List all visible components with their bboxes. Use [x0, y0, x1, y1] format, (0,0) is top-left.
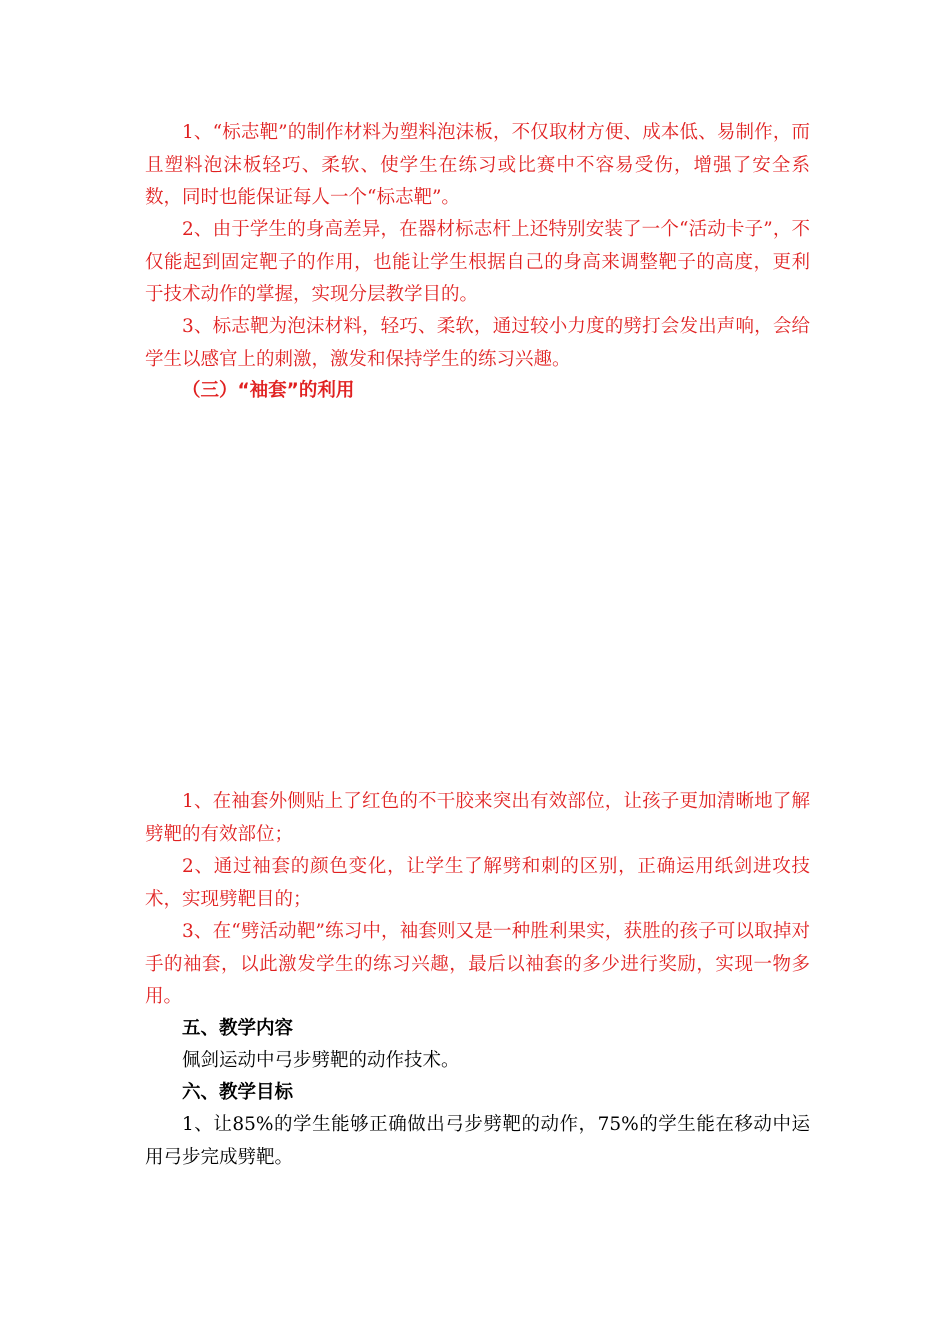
- figure-placeholder: [145, 410, 810, 780]
- paragraph-sleeve-reward: 3、在“劈活动靶”练习中，袖套则又是一种胜利果实，获胜的孩子可以取掉对手的袖套，以此激发学生的练习兴趣，最后以袖套的多少进行奖励，实现一物多用。: [145, 921, 810, 1007]
- paragraph-sleeve-color: 2、通过袖套的颜色变化，让学生了解劈和刺的区别，正确运用纸剑进攻技术，实现劈靶目的；: [145, 856, 810, 910]
- paragraph-sleeve-sticker: 1、在袖套外侧贴上了红色的不干胶来突出有效部位，让孩子更加清晰地了解劈靶的有效部位；: [145, 791, 810, 845]
- teaching-content-text: 佩剑运动中弓步劈靶的动作技术。: [182, 1050, 460, 1071]
- paragraph-target-material: 1、“标志靶”的制作材料为塑料泡沫板，不仅取材方便、成本低、易制作，而且塑料泡沫板轻巧、柔软、使学生在练习或比赛中不容易受伤，增强了安全系数，同时也能保证每人一个“标志靶”。: [145, 122, 810, 208]
- paragraph-target-clip: 2、由于学生的身高差异，在器材标志杆上还特别安装了一个“活动卡子”，不仅能起到固定靶子的作用，也能让学生根据自己的身高来调整靶子的高度，更利于技术动作的掌握，实现分层教学目的。: [145, 219, 810, 305]
- teaching-goals-text: 1、让85%的学生能够正确做出弓步劈靶的动作，75%的学生能在移动中运用弓步完成劈靶。: [145, 1114, 810, 1168]
- paragraph-target-foam: 3、标志靶为泡沫材料，轻巧、柔软，通过较小力度的劈打会发出声响，会给学生以感官上的刺激，激发和保持学生的练习兴趣。: [145, 316, 810, 370]
- sleeve-section-heading: （三）“袖套”的利用: [182, 380, 355, 401]
- teaching-goals-heading: 六、教学目标: [182, 1082, 294, 1103]
- teaching-content-heading: 五、教学内容: [182, 1018, 294, 1039]
